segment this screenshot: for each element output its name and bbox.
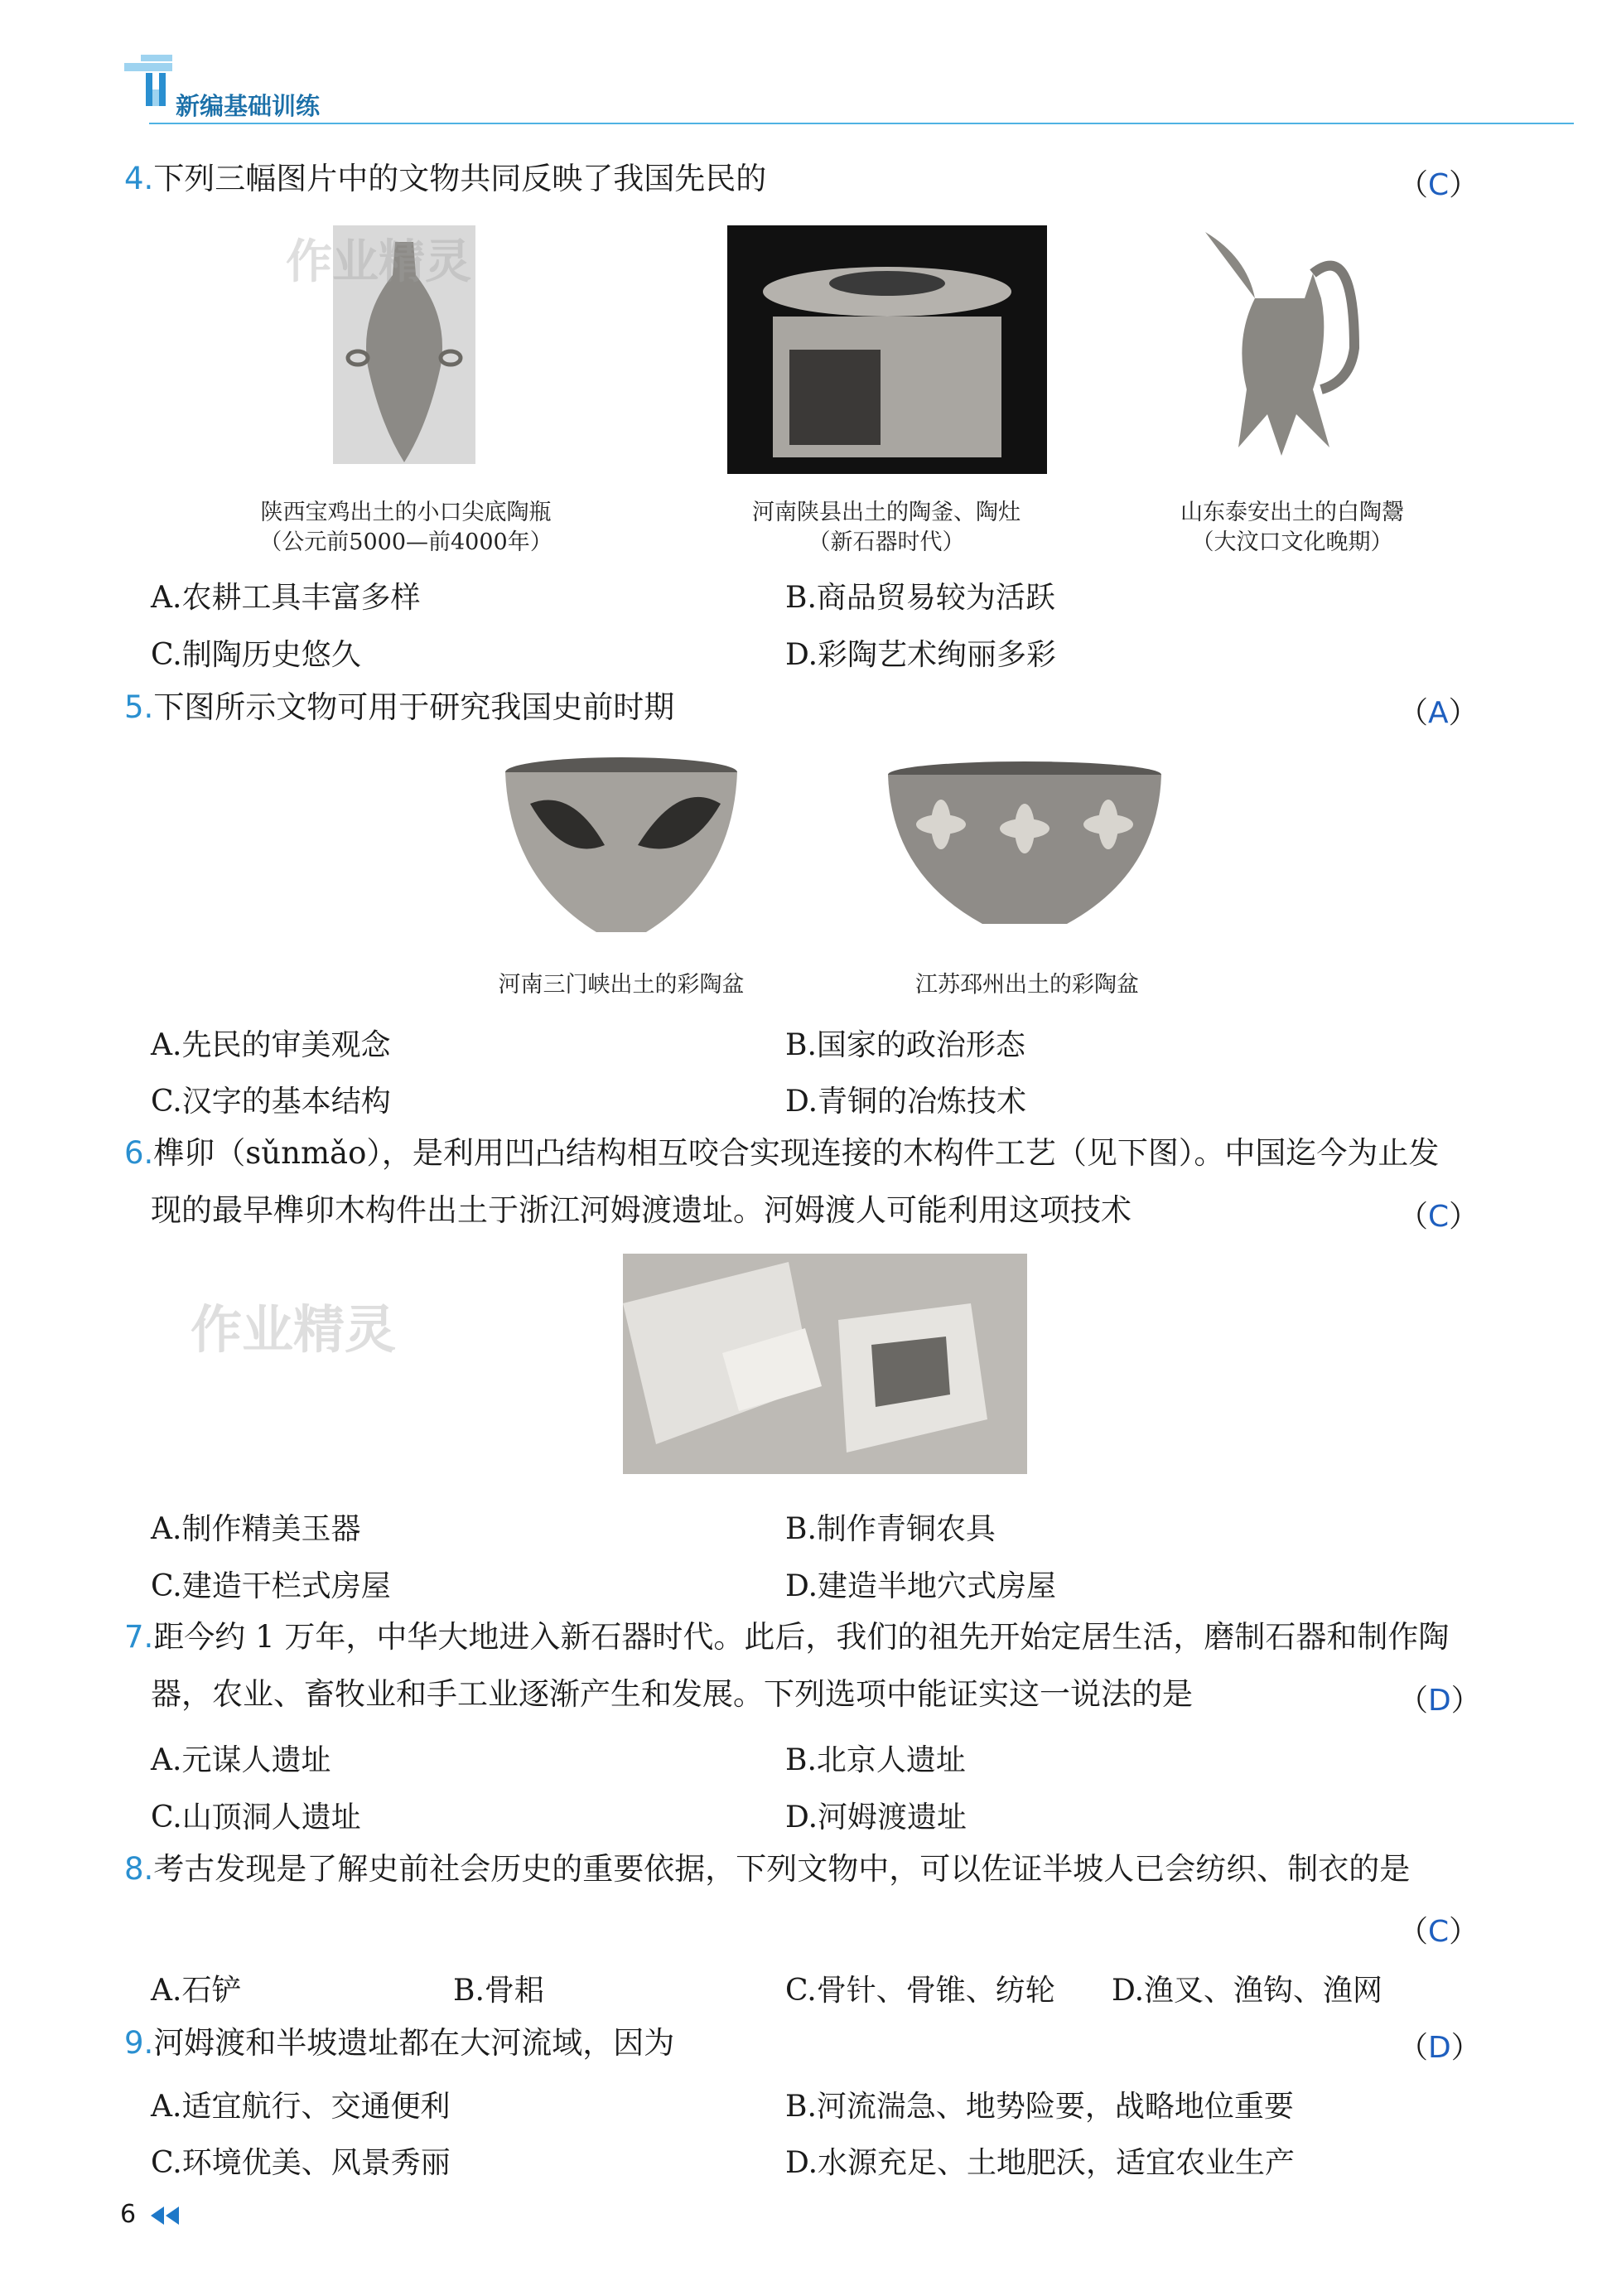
option-b: B.国家的政治形态 <box>785 1028 1025 1062</box>
option-d: D.建造半地穴式房屋 <box>785 1569 1057 1603</box>
watermark: 作业精灵 <box>191 1299 397 1360</box>
option-d: D.水源充足、土地肥沃，适宜农业生产 <box>785 2146 1296 2180</box>
option-a: A.元谋人遗址 <box>151 1743 331 1777</box>
option-a: A.石铲 <box>151 1974 242 2008</box>
header-title: 新编基础训练 <box>176 92 321 120</box>
image-caption: 河南三门峡出土的彩陶盆 <box>498 972 745 998</box>
header-rule <box>149 123 1574 124</box>
pottery-stove-photo <box>727 225 1047 474</box>
double-arrow-left-icon <box>147 2205 182 2226</box>
question-7-answer: （D） <box>1398 1684 1481 1718</box>
watermark: 作业精灵 <box>286 235 471 289</box>
page-number: 6 <box>120 2200 182 2229</box>
painted-basin-photo <box>883 758 1166 928</box>
image-caption: 陕西宝鸡出土的小口尖底陶瓶 <box>260 500 552 525</box>
question-6-answer: （C） <box>1398 1200 1479 1234</box>
image-caption: 江苏邳州出土的彩陶盆 <box>915 972 1139 998</box>
pottery-gui-photo <box>1189 224 1375 457</box>
option-b: B.河流湍急、地势险要，战略地位重要 <box>785 2090 1294 2124</box>
option-c: C.建造干栏式房屋 <box>151 1569 391 1603</box>
option-d: D.青铜的冶炼技术 <box>785 1085 1027 1119</box>
option-c: C.汉字的基本结构 <box>151 1085 391 1119</box>
option-b: B.制作青铜农具 <box>785 1512 996 1546</box>
option-d: D.渔叉、渔钩、渔网 <box>1112 1974 1383 2008</box>
image-caption: （大汶口文化晚期） <box>1191 529 1393 555</box>
question-4-answer: （C） <box>1398 168 1479 202</box>
option-b: B.骨耜 <box>453 1974 544 2008</box>
option-b: B.北京人遗址 <box>785 1743 966 1777</box>
question-6-line-2: 现的最早榫卯木构件出土于浙江河姆渡遗址。河姆渡人可能利用这项技术 <box>151 1192 1132 1228</box>
option-a: A.制作精美玉器 <box>151 1512 361 1546</box>
option-c: C.制陶历史悠久 <box>151 638 361 672</box>
mortise-tenon-photo <box>623 1254 1027 1474</box>
option-c: C.环境优美、风景秀丽 <box>151 2146 451 2180</box>
option-c: C.骨针、骨锥、纺轮 <box>785 1974 1055 2008</box>
question-9-line-1: 9.河姆渡和半坡遗址都在大河流域，因为 <box>124 2025 675 2061</box>
option-a: A.农耕工具丰富多样 <box>151 581 421 615</box>
question-7-line-1: 7.距今约 1 万年，中华大地进入新石器时代。此后，我们的祖先开始定居生活，磨制石器和制作陶 <box>124 1619 1450 1655</box>
question-7-line-2: 器，农业、畜牧业和手工业逐渐产生和发展。下列选项中能证实这一说法的是 <box>151 1676 1193 1712</box>
question-8-answer: （C） <box>1398 1915 1479 1949</box>
option-a: A.先民的审美观念 <box>151 1028 391 1062</box>
image-caption: （公元前5000—前4000年） <box>259 529 552 555</box>
question-5-line-1: 5.下图所示文物可用于研究我国史前时期 <box>124 689 675 725</box>
question-8-line-1: 8.考古发现是了解史前社会历史的重要依据，下列文物中，可以佐证半坡人已会纺织、制衣的是 <box>124 1851 1411 1887</box>
image-caption: （新石器时代） <box>808 529 965 555</box>
question-6-line-1: 6.榫卯（sǔnmǎo），是利用凹凸结构相互咬合实现连接的木构件工艺（见下图）。中国迄今为止发 <box>124 1135 1440 1171</box>
option-a: A.适宜航行、交通便利 <box>151 2090 451 2124</box>
option-d: D.河姆渡遗址 <box>785 1801 967 1834</box>
image-caption: 河南陕县出土的陶釜、陶灶 <box>752 500 1021 525</box>
option-b: B.商品贸易较为活跃 <box>785 581 1055 615</box>
image-caption: 山东泰安出土的白陶鬶 <box>1180 500 1404 525</box>
question-4-line-1: 4.下列三幅图片中的文物共同反映了我国先民的 <box>124 161 767 196</box>
question-9-answer: （D） <box>1398 2031 1481 2065</box>
option-d: D.彩陶艺术绚丽多彩 <box>785 638 1057 672</box>
painted-basin-photo <box>497 754 746 945</box>
question-5-answer: （A） <box>1398 696 1479 730</box>
option-c: C.山顶洞人遗址 <box>151 1801 361 1834</box>
